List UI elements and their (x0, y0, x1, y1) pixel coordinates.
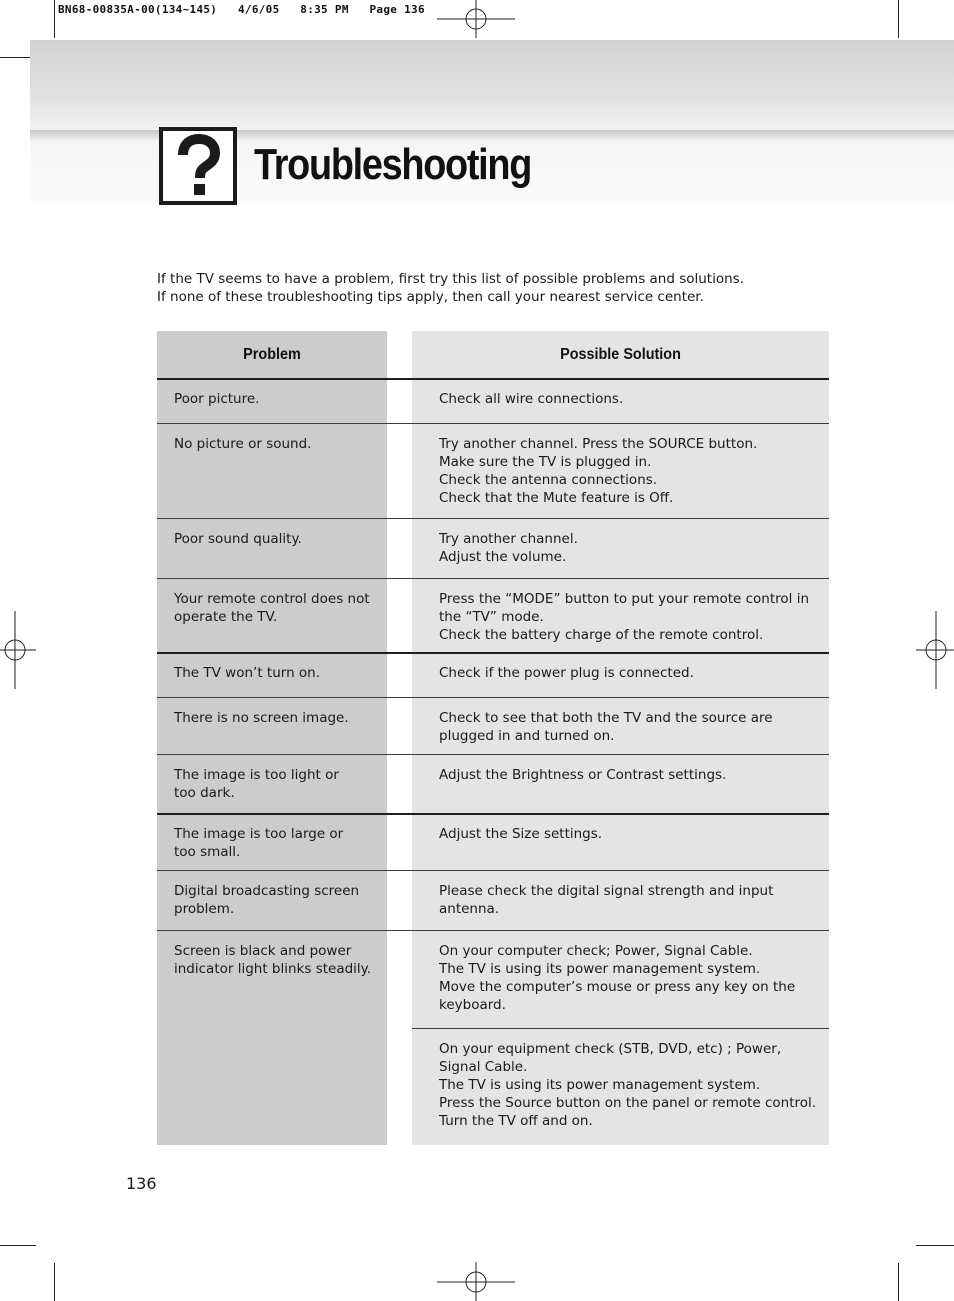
solution-cell-line: The TV is using its power management system. (439, 1077, 761, 1093)
crop-mark (898, 1263, 899, 1301)
solution-cell-line: plugged in and turned on. (439, 728, 615, 744)
problem-cell-line: problem. (174, 901, 235, 917)
row-divider (157, 930, 829, 931)
crop-mark (916, 1245, 954, 1246)
solution-cell (439, 435, 814, 507)
solution-cell-line: the “TV” mode. (439, 609, 544, 625)
solution-cell (439, 1040, 817, 1130)
solution-cell (439, 664, 814, 682)
problem-cell-line: The image is too light or (174, 767, 339, 783)
solution-cell-line: Move the computer’s mouse or press any key on the (439, 979, 796, 995)
problem-cell-line: indicator light blinks steadily. (174, 961, 372, 977)
solution-cell (439, 882, 814, 918)
solution-cell (439, 766, 814, 784)
row-divider (157, 754, 829, 755)
row-divider (412, 1028, 829, 1029)
solution-cell (439, 709, 814, 745)
problem-cell (174, 709, 379, 727)
row-divider (157, 652, 829, 654)
solution-cell (439, 590, 814, 644)
solution-cell-line: The TV is using its power management system. (439, 961, 761, 977)
solution-cell-line: keyboard. (439, 997, 506, 1013)
problem-cell-line: There is no screen image. (174, 710, 349, 726)
solution-header: Possible Solution (560, 345, 681, 363)
problem-cell-line: No picture or sound. (174, 436, 312, 452)
problem-cell-line: Screen is black and power (174, 943, 352, 959)
problem-header: Problem (243, 345, 301, 363)
solution-cell-line: On your computer check; Power, Signal Cable. (439, 943, 753, 959)
solution-cell-line: Try another channel. Press the SOURCE button. (439, 436, 758, 452)
problem-cell-line: The image is too large or (174, 826, 344, 842)
problem-cell (174, 664, 379, 682)
problem-cell-line: Digital broadcasting screen (174, 883, 360, 899)
solution-cell-line: Adjust the volume. (439, 549, 567, 565)
registration-mark-icon (437, 0, 517, 40)
solution-cell-line: antenna. (439, 901, 500, 917)
row-divider (157, 378, 829, 380)
registration-mark-icon (437, 1262, 517, 1301)
solution-cell-line: Check if the power plug is connected. (439, 665, 694, 681)
row-divider (157, 870, 829, 871)
problem-cell (174, 590, 379, 626)
solution-cell-line: Check to see that both the TV and the source are (439, 710, 773, 726)
row-divider (157, 423, 829, 424)
row-divider (157, 813, 829, 815)
problem-column (157, 331, 387, 1145)
solution-cell (439, 825, 814, 843)
solution-cell-line: Turn the TV off and on. (439, 1113, 593, 1129)
crop-mark (54, 1263, 55, 1301)
intro-line: If the TV seems to have a problem, first try this list of possible problems and solutions. (157, 271, 744, 287)
solution-cell-line: Check the antenna connections. (439, 472, 658, 488)
print-slug: BN68-00835A-00(134~145) 4/6/05 8:35 PM Page 136 (58, 3, 425, 16)
row-divider (157, 578, 829, 579)
solution-cell-line: Adjust the Size settings. (439, 826, 603, 842)
row-divider (157, 697, 829, 698)
solution-cell-line: Signal Cable. (439, 1059, 528, 1075)
problem-cell-line: Poor picture. (174, 391, 260, 407)
problem-cell (174, 942, 379, 978)
solution-cell (439, 942, 814, 1014)
crop-mark (0, 1245, 36, 1246)
problem-cell-line: Poor sound quality. (174, 531, 302, 547)
solution-cell (439, 390, 814, 408)
troubleshooting-table (157, 331, 829, 1145)
problem-cell-line: Your remote control does not (174, 591, 370, 607)
problem-cell-line: operate the TV. (174, 609, 278, 625)
problem-cell (174, 435, 379, 453)
solution-cell-line: Press the “MODE” button to put your remote control in (439, 591, 810, 607)
intro-text (157, 270, 744, 306)
crop-mark (898, 0, 899, 38)
problem-cell (174, 882, 379, 918)
registration-mark-icon (0, 611, 40, 691)
problem-cell-line: The TV won’t turn on. (174, 665, 321, 681)
solution-cell-line: Try another channel. (439, 531, 578, 547)
page-number: 136 (126, 1174, 157, 1193)
solution-cell-line: Please check the digital signal strength and input (439, 883, 774, 899)
registration-mark-icon (914, 611, 954, 691)
solution-cell-line: On your equipment check (STB, DVD, etc) ; Power, (439, 1041, 782, 1057)
problem-cell (174, 530, 379, 548)
solution-cell (439, 530, 814, 566)
problem-cell (174, 766, 379, 802)
solution-cell-line: Check that the Mute feature is Off. (439, 490, 674, 506)
problem-cell (174, 390, 379, 408)
question-mark-icon (159, 127, 237, 205)
solution-cell-line: Adjust the Brightness or Contrast settings. (439, 767, 727, 783)
intro-line: If none of these troubleshooting tips apply, then call your nearest service center. (157, 289, 704, 305)
solution-cell-line: Make sure the TV is plugged in. (439, 454, 652, 470)
problem-cell (174, 825, 379, 861)
solution-cell-line: Check the battery charge of the remote control. (439, 627, 764, 643)
solution-cell-line: Check all wire connections. (439, 391, 624, 407)
row-divider (157, 518, 829, 519)
page-title: Troubleshooting (254, 140, 532, 189)
crop-mark (54, 0, 55, 38)
problem-cell-line: too dark. (174, 785, 235, 801)
solution-cell-line: Press the Source button on the panel or remote control. (439, 1095, 817, 1111)
problem-cell-line: too small. (174, 844, 241, 860)
